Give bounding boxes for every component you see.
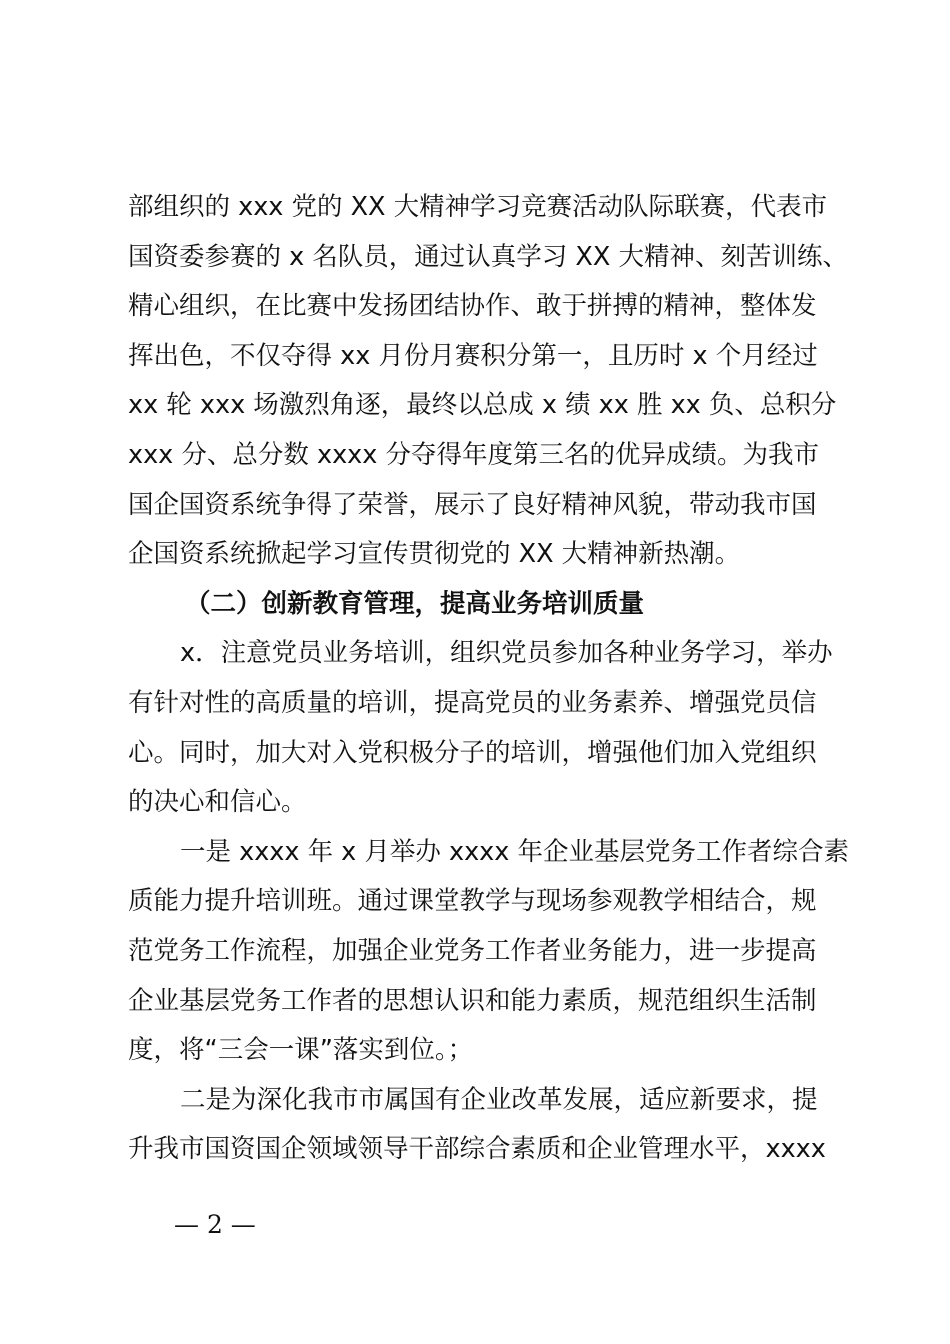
text-line: 一是 xxxx 年 x 月举办 xxxx 年企业基层党务工作者综合素 (180, 836, 849, 867)
section-heading: （二）创新教育管理，提高业务培训质量 (185, 588, 645, 619)
text-line: 质能力提升培训班。通过课堂教学与现场参观教学相结合，规 (128, 886, 817, 917)
text-line: 企国资系统掀起学习宣传贯彻党的 XX 大精神新热潮。 (128, 539, 741, 570)
text-line: 部组织的 xxx 党的 XX 大精神学习竞赛活动队际联赛，代表市 (128, 192, 828, 222)
text-line: xx 轮 xxx 场激烈角逐，最终以总成 x 绩 xx 胜 xx 负、总积分 (128, 390, 837, 421)
text-line: 的决心和信心。 (128, 787, 307, 818)
text-line: 国企国资系统争得了荣誉，展示了良好精神风貌，带动我市国 (128, 489, 817, 520)
text-line: 心。同时，加大对入党积极分子的培训，增强他们加入党组织 (128, 737, 817, 768)
text-line: 挥出色，不仅夺得 xx 月份月赛积分第一，且历时 x 个月经过 (128, 340, 818, 371)
text-line: 度，将“三会一课”落实到位。； (128, 1035, 474, 1066)
body-text (128, 183, 849, 1175)
text-line: 企业基层党务工作者的思想认识和能力素质，规范组织生活制 (128, 985, 817, 1016)
text-line: 国资委参赛的 x 名队员，通过认真学习 XX 大精神、刻苦训练、 (128, 241, 848, 272)
text-line: xxx 分、总分数 xxxx 分夺得年度第三名的优异成绩。为我市 (128, 439, 819, 470)
text-line: 精心组织，在比赛中发扬团结协作、敢于拼搏的精神，整体发 (128, 291, 817, 322)
text-line: 范党务工作流程，加强企业党务工作者业务能力，进一步提高 (128, 935, 817, 966)
text-line: 二是为深化我市市属国有企业改革发展，适应新要求，提 (180, 1084, 818, 1115)
text-line: 有针对性的高质量的培训，提高党员的业务素养、增强党员信 (128, 687, 817, 718)
page-number: — 2 — (174, 1210, 256, 1239)
text-line: 升我市国资国企领域领导干部综合素质和企业管理水平，xxxx (128, 1134, 826, 1165)
text-line: x．注意党员业务培训，组织党员参加各种业务学习，举办 (180, 638, 833, 669)
